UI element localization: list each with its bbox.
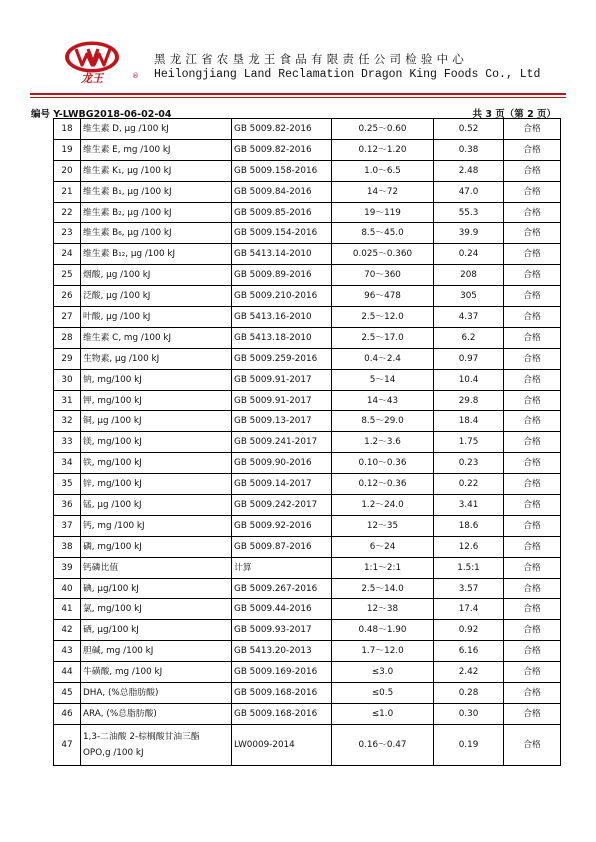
- row-number-cell: 40: [54, 578, 81, 599]
- test-item-cell: 1,3-二油酸 2-棕榈酸甘油三酯 OPO,g /100 kJ: [81, 724, 232, 765]
- row-number-cell: 31: [54, 390, 81, 411]
- test-method-cell: GB 5413.20-2013: [232, 641, 332, 662]
- row-number-cell: 29: [54, 348, 81, 369]
- test-item-cell: 生物素, μg /100 kJ: [81, 348, 232, 369]
- judgment-cell: 合格: [504, 578, 561, 599]
- judgment-cell: 合格: [504, 515, 561, 536]
- test-method-cell: GB 5009.85-2016: [232, 202, 332, 223]
- test-result-cell: 0.97: [434, 348, 504, 369]
- test-method-cell: GB 5009.90-2016: [232, 453, 332, 474]
- judgment-cell: 合格: [504, 369, 561, 390]
- judgment-cell: 合格: [504, 453, 561, 474]
- results-table: [53, 118, 561, 766]
- standard-value-cell: 1.7～12.0: [332, 641, 434, 662]
- test-result-cell: 208: [434, 265, 504, 286]
- table-row: [54, 724, 561, 765]
- judgment-cell: 合格: [504, 599, 561, 620]
- test-item-cell: 铁, mg/100 kJ: [81, 453, 232, 474]
- judgment-cell: 合格: [504, 662, 561, 683]
- table-row: [54, 599, 561, 620]
- table-row: [54, 703, 561, 724]
- test-method-cell: GB 5009.168-2016: [232, 683, 332, 704]
- table-row: [54, 160, 561, 181]
- row-number-cell: 19: [54, 139, 81, 160]
- test-method-cell: GB 5009.169-2016: [232, 662, 332, 683]
- test-method-cell: GB 5009.168-2016: [232, 703, 332, 724]
- row-number-cell: 20: [54, 160, 81, 181]
- test-item-cell: 维生素 B₆, μg /100 kJ: [81, 223, 232, 244]
- report-number: 编号 Y-LWBG2018-06-02-04: [31, 109, 172, 120]
- table-row: [54, 181, 561, 202]
- row-number-cell: 23: [54, 223, 81, 244]
- judgment-cell: 合格: [504, 724, 561, 765]
- row-number-cell: 32: [54, 411, 81, 432]
- standard-value-cell: ≤0.5: [332, 683, 434, 704]
- test-item-cell: DHA, (%总脂肪酸): [81, 683, 232, 704]
- test-result-cell: 1.5:1: [434, 557, 504, 578]
- standard-value-cell: 0.025～0.360: [332, 244, 434, 265]
- table-row: [54, 265, 561, 286]
- standard-value-cell: 2.5～17.0: [332, 327, 434, 348]
- test-item-cell: 钙, mg /100 kJ: [81, 515, 232, 536]
- report-header: [62, 40, 562, 86]
- test-item-cell: 维生素 E, mg /100 kJ: [81, 139, 232, 160]
- judgment-cell: 合格: [504, 641, 561, 662]
- org-name-cn: 黑龙江省农垦龙王食品有限责任公司检验中心: [154, 52, 468, 66]
- test-result-cell: 0.92: [434, 620, 504, 641]
- table-row: [54, 683, 561, 704]
- test-item-cell: 硒, μg/100 kJ: [81, 620, 232, 641]
- row-number-cell: 25: [54, 265, 81, 286]
- judgment-cell: 合格: [504, 223, 561, 244]
- row-number-cell: 42: [54, 620, 81, 641]
- judgment-cell: 合格: [504, 119, 561, 140]
- test-method-cell: GB 5009.82-2016: [232, 119, 332, 140]
- header-rule-thin: [30, 97, 566, 98]
- judgment-cell: 合格: [504, 202, 561, 223]
- table-row: [54, 536, 561, 557]
- test-item-cell: 磷, mg/100 kJ: [81, 536, 232, 557]
- standard-value-cell: 0.48～1.90: [332, 620, 434, 641]
- row-number-cell: 27: [54, 307, 81, 328]
- row-number-cell: 37: [54, 515, 81, 536]
- row-number-cell: 21: [54, 181, 81, 202]
- standard-value-cell: 70～360: [332, 265, 434, 286]
- test-method-cell: GB 5413.18-2010: [232, 327, 332, 348]
- test-item-cell: 钾, mg/100 kJ: [81, 390, 232, 411]
- test-item-cell: 维生素 B₁₂, μg /100 kJ: [81, 244, 232, 265]
- test-method-cell: GB 5009.154-2016: [232, 223, 332, 244]
- test-result-cell: 39.9: [434, 223, 504, 244]
- test-result-cell: 0.23: [434, 453, 504, 474]
- table-row: [54, 286, 561, 307]
- test-item-cell: 泛酸, μg /100 kJ: [81, 286, 232, 307]
- test-result-cell: 0.24: [434, 244, 504, 265]
- results-table-body: [54, 119, 561, 766]
- standard-value-cell: 0.4～2.4: [332, 348, 434, 369]
- judgment-cell: 合格: [504, 536, 561, 557]
- table-row: [54, 202, 561, 223]
- judgment-cell: 合格: [504, 286, 561, 307]
- table-row: [54, 432, 561, 453]
- test-method-cell: 计算: [232, 557, 332, 578]
- table-row: [54, 307, 561, 328]
- judgment-cell: 合格: [504, 474, 561, 495]
- test-item-cell: 维生素 B₂, μg /100 kJ: [81, 202, 232, 223]
- test-method-cell: GB 5413.16-2010: [232, 307, 332, 328]
- test-item-cell: 铜, μg /100 kJ: [81, 411, 232, 432]
- judgment-cell: 合格: [504, 411, 561, 432]
- row-number-cell: 39: [54, 557, 81, 578]
- table-row: [54, 139, 561, 160]
- test-result-cell: 6.16: [434, 641, 504, 662]
- test-method-cell: GB 5009.89-2016: [232, 265, 332, 286]
- page-info: 共 3 页（第 2 页）: [472, 109, 556, 120]
- standard-value-cell: 0.16～0.47: [332, 724, 434, 765]
- standard-value-cell: 12～35: [332, 515, 434, 536]
- test-result-cell: 3.57: [434, 578, 504, 599]
- test-method-cell: GB 5009.84-2016: [232, 181, 332, 202]
- judgment-cell: 合格: [504, 265, 561, 286]
- test-method-cell: GB 5009.259-2016: [232, 348, 332, 369]
- test-result-cell: 17.4: [434, 599, 504, 620]
- row-number-cell: 22: [54, 202, 81, 223]
- test-result-cell: 0.30: [434, 703, 504, 724]
- test-result-cell: 12.6: [434, 536, 504, 557]
- row-number-cell: 18: [54, 119, 81, 140]
- test-result-cell: 305: [434, 286, 504, 307]
- standard-value-cell: 0.10～0.36: [332, 453, 434, 474]
- test-item-cell: 氯, mg/100 kJ: [81, 599, 232, 620]
- test-method-cell: GB 5009.13-2017: [232, 411, 332, 432]
- test-method-cell: GB 5009.241-2017: [232, 432, 332, 453]
- test-item-cell: 钠, mg/100 kJ: [81, 369, 232, 390]
- table-row: [54, 369, 561, 390]
- standard-value-cell: ≤1.0: [332, 703, 434, 724]
- test-item-cell: 维生素 B₁, μg /100 kJ: [81, 181, 232, 202]
- standard-value-cell: 1:1～2:1: [332, 557, 434, 578]
- row-number-cell: 28: [54, 327, 81, 348]
- judgment-cell: 合格: [504, 244, 561, 265]
- header-rule-thick: [30, 93, 566, 95]
- standard-value-cell: 12～38: [332, 599, 434, 620]
- standard-value-cell: 2.5～14.0: [332, 578, 434, 599]
- judgment-cell: 合格: [504, 160, 561, 181]
- standard-value-cell: 6～24: [332, 536, 434, 557]
- test-result-cell: 47.0: [434, 181, 504, 202]
- row-number-cell: 30: [54, 369, 81, 390]
- test-method-cell: GB 5009.158-2016: [232, 160, 332, 181]
- table-row: [54, 578, 561, 599]
- standard-value-cell: 8.5～45.0: [332, 223, 434, 244]
- test-method-cell: LW0009-2014: [232, 724, 332, 765]
- test-method-cell: GB 5413.14-2010: [232, 244, 332, 265]
- standard-value-cell: 1.0～6.5: [332, 160, 434, 181]
- judgment-cell: 合格: [504, 432, 561, 453]
- judgment-cell: 合格: [504, 683, 561, 704]
- standard-value-cell: 96～478: [332, 286, 434, 307]
- test-result-cell: 2.48: [434, 160, 504, 181]
- standard-value-cell: 0.25～0.60: [332, 119, 434, 140]
- standard-value-cell: 0.12～1.20: [332, 139, 434, 160]
- table-row: [54, 348, 561, 369]
- judgment-cell: 合格: [504, 390, 561, 411]
- row-number-cell: 43: [54, 641, 81, 662]
- standard-value-cell: 14～43: [332, 390, 434, 411]
- row-number-cell: 47: [54, 724, 81, 765]
- test-method-cell: GB 5009.87-2016: [232, 536, 332, 557]
- test-item-cell: 锌, mg/100 kJ: [81, 474, 232, 495]
- table-row: [54, 411, 561, 432]
- test-item-cell: ARA, (%总脂肪酸): [81, 703, 232, 724]
- table-row: [54, 495, 561, 516]
- table-row: [54, 453, 561, 474]
- row-number-cell: 45: [54, 683, 81, 704]
- test-method-cell: GB 5009.82-2016: [232, 139, 332, 160]
- test-item-cell: 钙磷比值: [81, 557, 232, 578]
- row-number-cell: 46: [54, 703, 81, 724]
- table-row: [54, 244, 561, 265]
- table-row: [54, 474, 561, 495]
- judgment-cell: 合格: [504, 620, 561, 641]
- table-row: [54, 620, 561, 641]
- test-result-cell: 6.2: [434, 327, 504, 348]
- judgment-cell: 合格: [504, 557, 561, 578]
- test-result-cell: 4.37: [434, 307, 504, 328]
- standard-value-cell: 2.5～12.0: [332, 307, 434, 328]
- standard-value-cell: 19～119: [332, 202, 434, 223]
- test-method-cell: GB 5009.44-2016: [232, 599, 332, 620]
- judgment-cell: 合格: [504, 181, 561, 202]
- row-number-cell: 24: [54, 244, 81, 265]
- table-row: [54, 327, 561, 348]
- judgment-cell: 合格: [504, 703, 561, 724]
- table-row: [54, 119, 561, 140]
- judgment-cell: 合格: [504, 307, 561, 328]
- row-number-cell: 38: [54, 536, 81, 557]
- table-row: [54, 557, 561, 578]
- judgment-cell: 合格: [504, 348, 561, 369]
- row-number-cell: 36: [54, 495, 81, 516]
- org-name-en: Heilongjiang Land Reclamation Dragon King Foods Co., Ltd: [154, 68, 541, 81]
- table-row: [54, 223, 561, 244]
- test-result-cell: 29.8: [434, 390, 504, 411]
- test-method-cell: GB 5009.92-2016: [232, 515, 332, 536]
- test-result-cell: 18.4: [434, 411, 504, 432]
- standard-value-cell: 0.12～0.36: [332, 474, 434, 495]
- test-result-cell: 0.22: [434, 474, 504, 495]
- company-logo: [62, 40, 148, 84]
- test-item-cell: 镁, mg/100 kJ: [81, 432, 232, 453]
- row-number-cell: 26: [54, 286, 81, 307]
- test-method-cell: GB 5009.91-2017: [232, 390, 332, 411]
- test-result-cell: 2.42: [434, 662, 504, 683]
- test-item-cell: 维生素 K₁, μg /100 kJ: [81, 160, 232, 181]
- judgment-cell: 合格: [504, 327, 561, 348]
- test-result-cell: 1.75: [434, 432, 504, 453]
- test-result-cell: 0.28: [434, 683, 504, 704]
- standard-value-cell: 5～14: [332, 369, 434, 390]
- row-number-cell: 44: [54, 662, 81, 683]
- row-number-cell: 35: [54, 474, 81, 495]
- test-result-cell: 55.3: [434, 202, 504, 223]
- test-method-cell: GB 5009.14-2017: [232, 474, 332, 495]
- test-method-cell: GB 5009.91-2017: [232, 369, 332, 390]
- test-result-cell: 18.6: [434, 515, 504, 536]
- judgment-cell: 合格: [504, 139, 561, 160]
- test-result-cell: 0.38: [434, 139, 504, 160]
- table-row: [54, 662, 561, 683]
- logo-lettering: 龙王: [81, 72, 103, 84]
- row-number-cell: 34: [54, 453, 81, 474]
- test-item-cell: 叶酸, μg /100 kJ: [81, 307, 232, 328]
- test-result-cell: 0.52: [434, 119, 504, 140]
- test-item-cell: 胆碱, mg /100 kJ: [81, 641, 232, 662]
- test-method-cell: GB 5009.267-2016: [232, 578, 332, 599]
- table-row: [54, 641, 561, 662]
- test-result-cell: 10.4: [434, 369, 504, 390]
- standard-value-cell: 1.2～3.6: [332, 432, 434, 453]
- test-method-cell: GB 5009.210-2016: [232, 286, 332, 307]
- test-item-cell: 碘, μg/100 kJ: [81, 578, 232, 599]
- test-item-cell: 维生素 C, mg /100 kJ: [81, 327, 232, 348]
- test-item-cell: 牛磺酸, mg /100 kJ: [81, 662, 232, 683]
- row-number-cell: 33: [54, 432, 81, 453]
- test-result-cell: 3.41: [434, 495, 504, 516]
- test-item-cell: 维生素 D, μg /100 kJ: [81, 119, 232, 140]
- test-method-cell: GB 5009.242-2017: [232, 495, 332, 516]
- standard-value-cell: 1.2～24.0: [332, 495, 434, 516]
- test-item-cell: 锰, μg /100 kJ: [81, 495, 232, 516]
- row-number-cell: 41: [54, 599, 81, 620]
- test-result-cell: 0.19: [434, 724, 504, 765]
- test-method-cell: GB 5009.93-2017: [232, 620, 332, 641]
- judgment-cell: 合格: [504, 495, 561, 516]
- standard-value-cell: ≤3.0: [332, 662, 434, 683]
- standard-value-cell: 14～72: [332, 181, 434, 202]
- table-row: [54, 515, 561, 536]
- registered-mark: ®: [132, 72, 139, 80]
- test-item-cell: 烟酸, μg /100 kJ: [81, 265, 232, 286]
- table-row: [54, 390, 561, 411]
- standard-value-cell: 8.5～29.0: [332, 411, 434, 432]
